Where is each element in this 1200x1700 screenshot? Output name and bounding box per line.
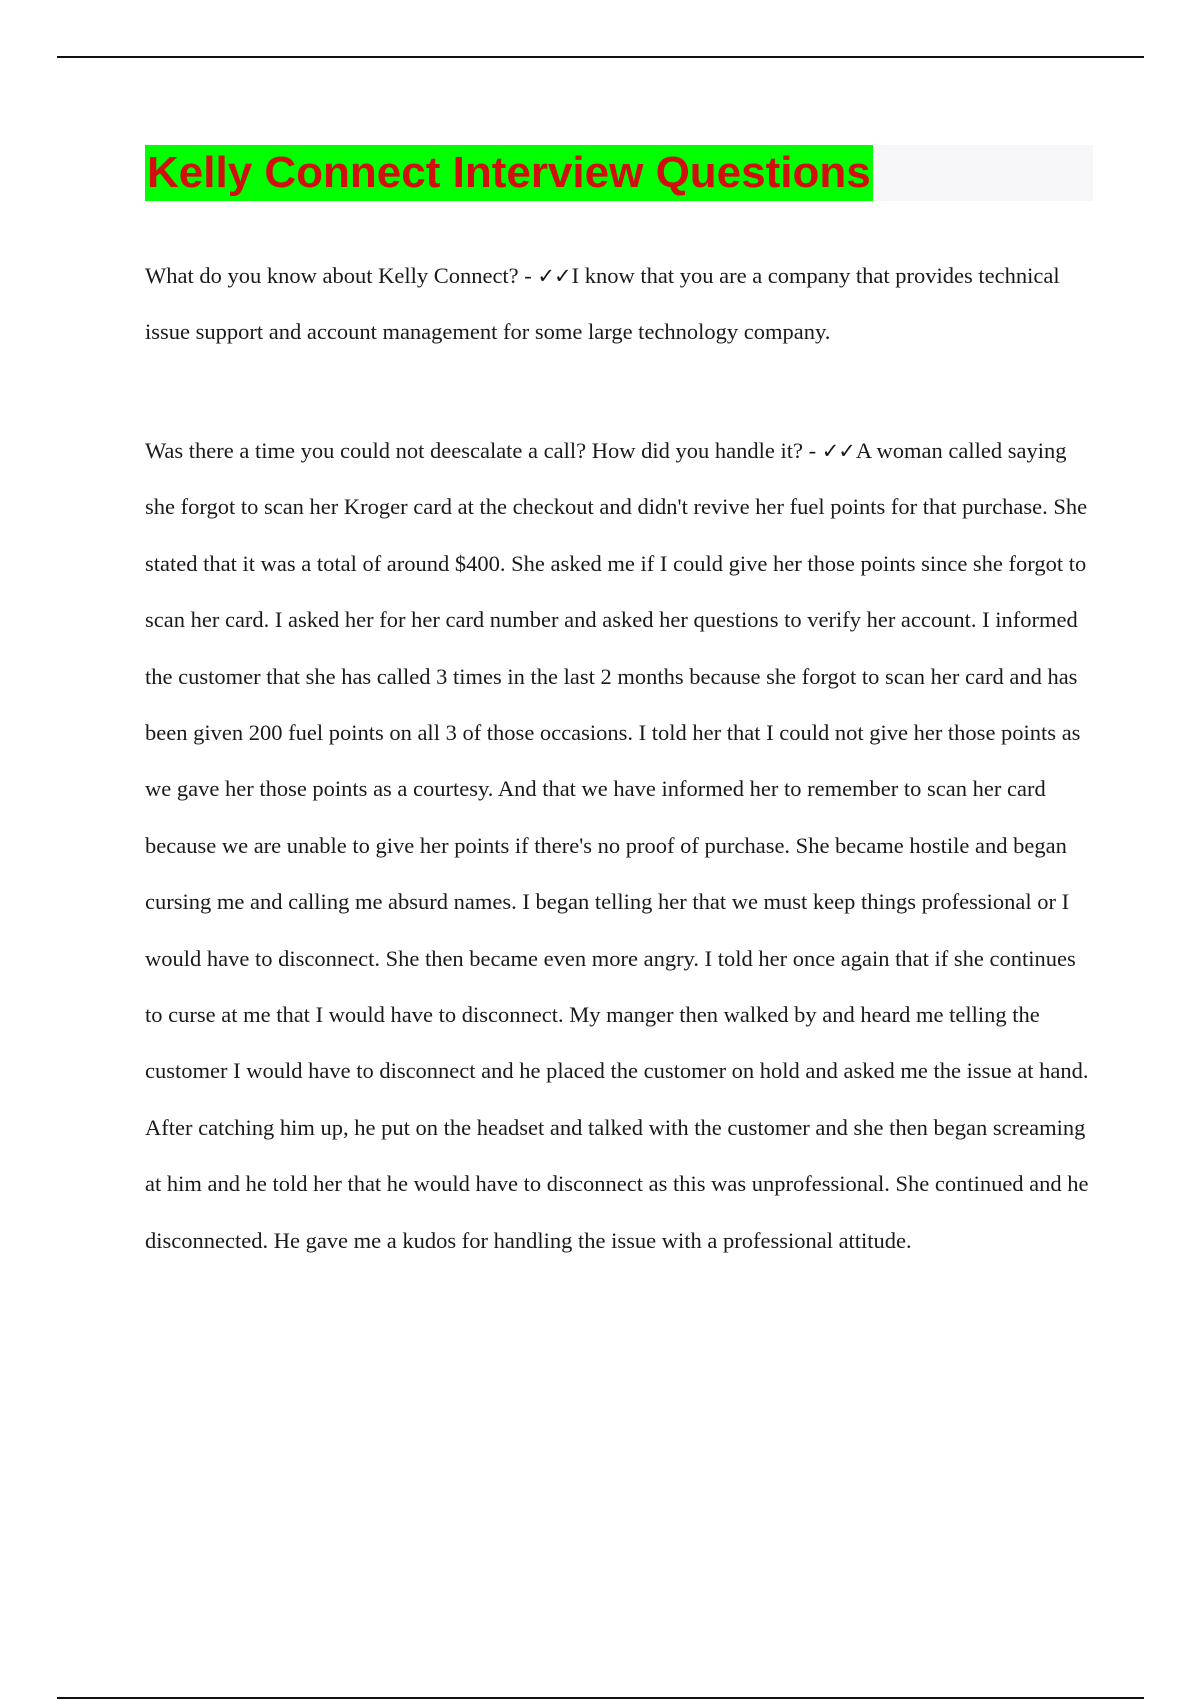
- double-check-icon: ✓✓: [821, 439, 855, 463]
- qa-paragraph: [145, 423, 1095, 1269]
- answer-text: A woman called saying she forgot to scan her Kroger card at the checkout and didn't revive her fuel points for that purchase. She stated that it was a total of around $400. She asked me if I could give her those points since she forgot to scan her card. I asked her for her card number and asked her questions to verify her account. I informed the customer that she has called 3 times in the last 2 months because she forgot to scan her card and has been given 200 fuel points on all 3 of those occasions. I told her that I could not give her those points as we gave her those points as a courtesy. And that we have informed her to remember to scan her card because we are unable to give her points if there's no proof of purchase. She became hostile and began cursing me and calling me absurd names. I began telling her that we must keep things professional or I would have to disconnect. She then became even more angry. I told her once again that if she continues to curse at me that I would have to disconnect. My manger then walked by and heard me telling the customer I would have to disconnect and he placed the customer on hold and asked me the issue at hand. After catching him up, he put on the headset and talked with the customer and she then began screaming at him and he told her that he would have to disconnect as this was unprofessional. She continued and he disconnected. He gave me a kudos for handling the issue with a professional attitude.: [145, 438, 1089, 1253]
- qa-item-2: [145, 423, 1095, 1269]
- qa-paragraph: [145, 248, 1095, 361]
- qa-item-1: [145, 248, 1095, 361]
- top-rule: [57, 56, 1144, 58]
- bottom-rule: [57, 1697, 1144, 1699]
- double-check-icon: ✓✓: [537, 264, 571, 288]
- question-text: Was there a time you could not deescalate a call? How did you handle it? -: [145, 438, 822, 463]
- answer-text: I know that you are a company that provides technical issue support and account management for some large technology company.: [145, 263, 1060, 345]
- document-title: Kelly Connect Interview Questions: [145, 145, 873, 201]
- question-text: What do you know about Kelly Connect? -: [145, 263, 538, 288]
